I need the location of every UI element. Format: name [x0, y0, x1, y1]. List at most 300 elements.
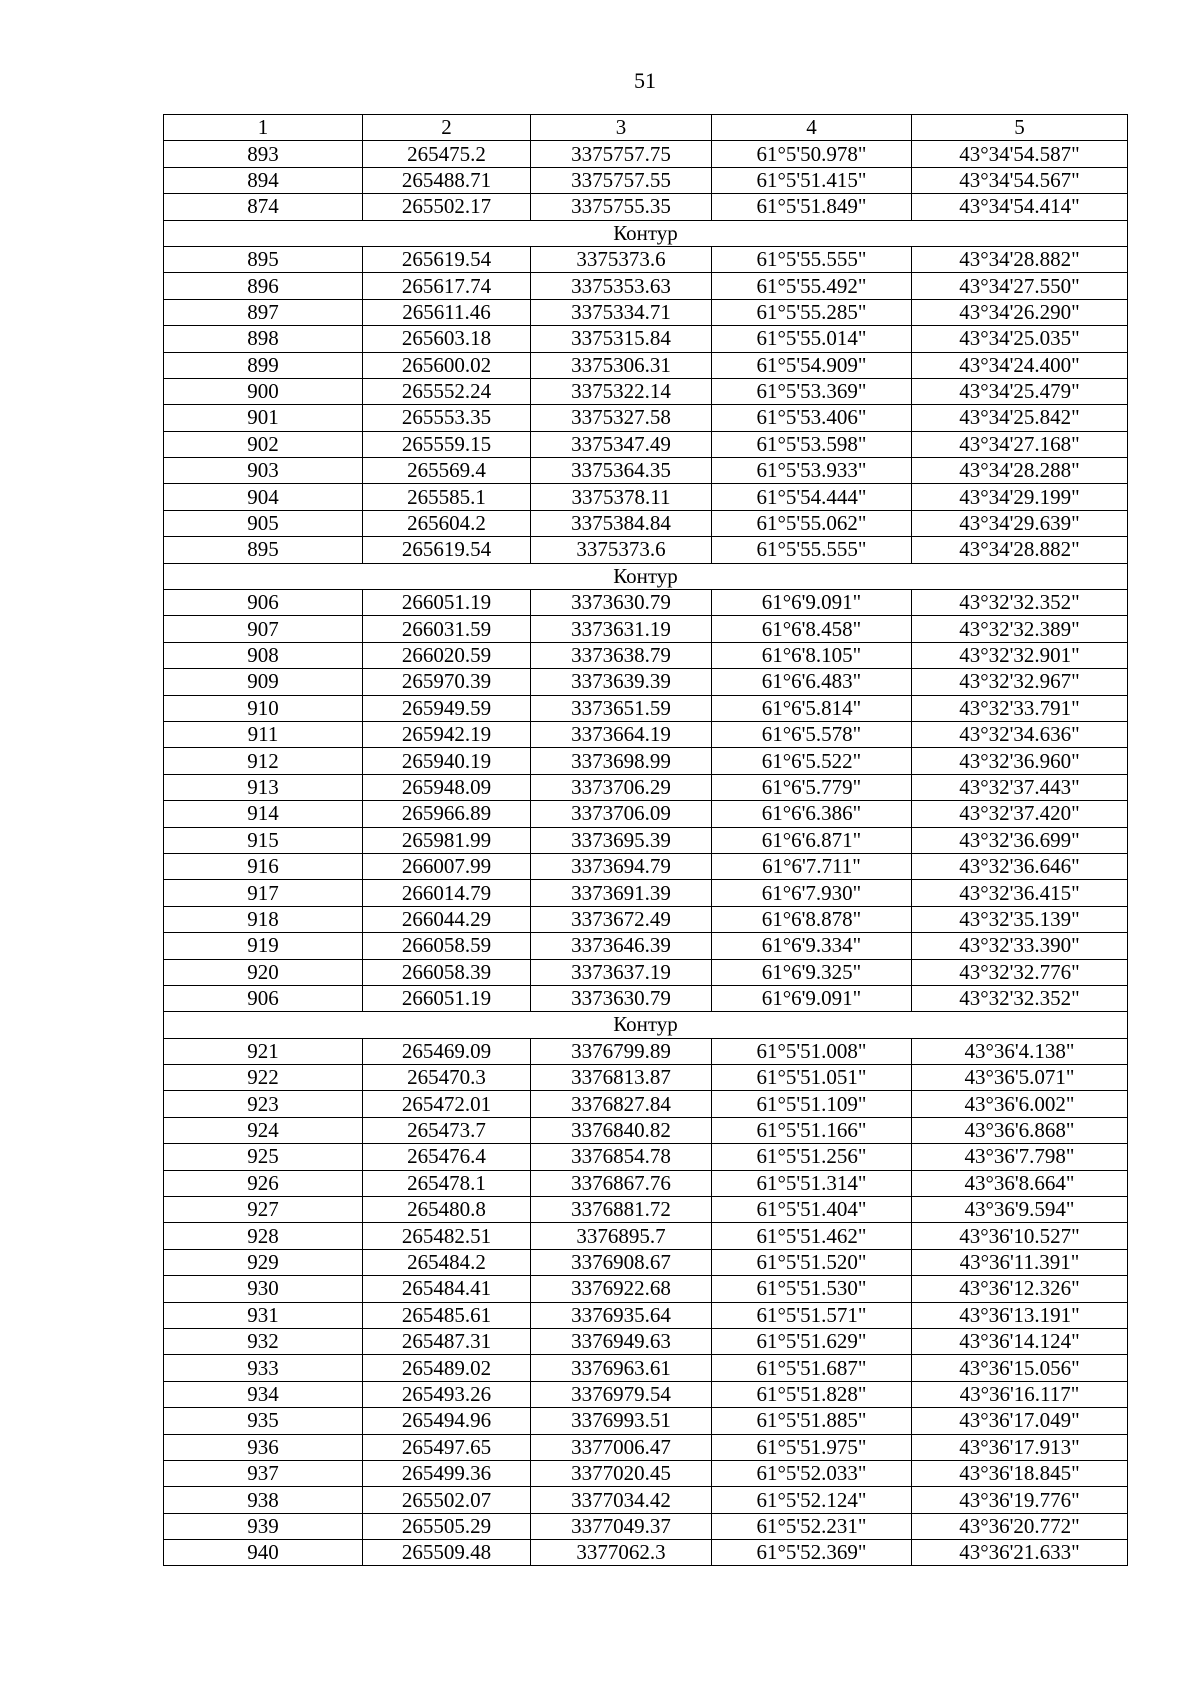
table-cell: 907: [164, 616, 363, 642]
table-cell: 61°6'6.483": [712, 669, 912, 695]
table-cell: 3375364.35: [531, 458, 712, 484]
table-row: [164, 985, 1128, 1011]
table-cell: 3373638.79: [531, 642, 712, 668]
table-cell: 265553.35: [363, 405, 531, 431]
table-cell: 43°32'33.390": [912, 933, 1128, 959]
table-cell: 3375755.35: [531, 194, 712, 220]
table-cell: 43°36'10.527": [912, 1223, 1128, 1249]
table-row: [164, 1355, 1128, 1381]
table-cell: 43°32'34.636": [912, 721, 1128, 747]
contour-row: [164, 1012, 1128, 1038]
column-header: 3: [531, 115, 712, 141]
table-cell: 903: [164, 458, 363, 484]
table-row: [164, 1513, 1128, 1539]
table-cell: 3373695.39: [531, 827, 712, 853]
table-cell: 43°36'13.191": [912, 1302, 1128, 1328]
table-cell: 3375378.11: [531, 484, 712, 510]
table-cell: 3373694.79: [531, 853, 712, 879]
column-header: 2: [363, 115, 531, 141]
table-cell: 43°34'54.587": [912, 141, 1128, 167]
table-cell: 927: [164, 1197, 363, 1223]
table-cell: 266020.59: [363, 642, 531, 668]
table-cell: 3377049.37: [531, 1513, 712, 1539]
table-cell: 3376813.87: [531, 1065, 712, 1091]
table-row: [164, 853, 1128, 879]
table-row: [164, 933, 1128, 959]
table-cell: 61°5'51.314": [712, 1170, 912, 1196]
table-cell: 926: [164, 1170, 363, 1196]
table-cell: 3376827.84: [531, 1091, 712, 1117]
table-row: [164, 1223, 1128, 1249]
table-cell: 3376979.54: [531, 1381, 712, 1407]
table-cell: 265559.15: [363, 431, 531, 457]
table-row: [164, 326, 1128, 352]
table-cell: 3375347.49: [531, 431, 712, 457]
table-cell: 3375315.84: [531, 326, 712, 352]
table-header-row: [164, 115, 1128, 141]
table-cell: 265494.96: [363, 1408, 531, 1434]
table-cell: 3376799.89: [531, 1038, 712, 1064]
table-cell: 874: [164, 194, 363, 220]
table-cell: 910: [164, 695, 363, 721]
table-cell: 61°5'51.687": [712, 1355, 912, 1381]
table-cell: 43°32'33.791": [912, 695, 1128, 721]
table-cell: 932: [164, 1328, 363, 1354]
table-cell: 265569.4: [363, 458, 531, 484]
table-cell: 265487.31: [363, 1328, 531, 1354]
table-row: [164, 510, 1128, 536]
table-cell: 265502.07: [363, 1487, 531, 1513]
table-cell: 43°32'32.967": [912, 669, 1128, 695]
table-cell: 43°36'21.633": [912, 1540, 1128, 1566]
table-cell: 265600.02: [363, 352, 531, 378]
table-cell: 265604.2: [363, 510, 531, 536]
table-cell: 43°36'18.845": [912, 1460, 1128, 1486]
table-cell: 3376922.68: [531, 1276, 712, 1302]
table-cell: 61°5'51.828": [712, 1381, 912, 1407]
table-cell: 3376881.72: [531, 1197, 712, 1223]
coordinates-table: [163, 114, 1128, 1566]
contour-label: Контур: [164, 1012, 1128, 1038]
table-cell: 3376840.82: [531, 1117, 712, 1143]
table-cell: 265619.54: [363, 246, 531, 272]
table-cell: 265480.8: [363, 1197, 531, 1223]
page-number: 51: [634, 68, 656, 93]
table-row: [164, 959, 1128, 985]
table-cell: 43°32'35.139": [912, 906, 1128, 932]
table-cell: 43°34'27.550": [912, 273, 1128, 299]
table-row: [164, 1434, 1128, 1460]
table-row: [164, 695, 1128, 721]
table-cell: 61°5'54.909": [712, 352, 912, 378]
table-cell: 43°36'11.391": [912, 1249, 1128, 1275]
table-row: [164, 590, 1128, 616]
table-cell: 61°5'51.166": [712, 1117, 912, 1143]
table-cell: 3373630.79: [531, 985, 712, 1011]
table-row: [164, 1249, 1128, 1275]
table-cell: 61°5'51.008": [712, 1038, 912, 1064]
table-cell: 61°5'51.849": [712, 194, 912, 220]
table-cell: 43°36'8.664": [912, 1170, 1128, 1196]
table-cell: 265484.2: [363, 1249, 531, 1275]
table-cell: 893: [164, 141, 363, 167]
table-cell: 61°6'5.578": [712, 721, 912, 747]
table-cell: 265942.19: [363, 721, 531, 747]
table-cell: 43°36'6.868": [912, 1117, 1128, 1143]
table-cell: 43°34'25.842": [912, 405, 1128, 431]
column-header: 1: [164, 115, 363, 141]
table-cell: 266044.29: [363, 906, 531, 932]
table-cell: 61°5'55.555": [712, 537, 912, 563]
table-cell: 922: [164, 1065, 363, 1091]
contour-row: [164, 220, 1128, 246]
table-row: [164, 801, 1128, 827]
table-cell: 265497.65: [363, 1434, 531, 1460]
table-cell: 265470.3: [363, 1065, 531, 1091]
table-cell: 3373664.19: [531, 721, 712, 747]
table-cell: 43°32'36.960": [912, 748, 1128, 774]
table-cell: 924: [164, 1117, 363, 1143]
table-cell: 61°5'52.231": [712, 1513, 912, 1539]
table-cell: 266031.59: [363, 616, 531, 642]
table-cell: 923: [164, 1091, 363, 1117]
table-cell: 912: [164, 748, 363, 774]
table-cell: 3375757.75: [531, 141, 712, 167]
table-row: [164, 721, 1128, 747]
table-cell: 61°5'55.014": [712, 326, 912, 352]
table-cell: 265940.19: [363, 748, 531, 774]
table-cell: 3375334.71: [531, 299, 712, 325]
table-cell: 921: [164, 1038, 363, 1064]
table-cell: 43°32'36.415": [912, 880, 1128, 906]
table-cell: 3376908.67: [531, 1249, 712, 1275]
table-cell: 61°5'55.062": [712, 510, 912, 536]
table-cell: 61°5'53.406": [712, 405, 912, 431]
table-cell: 3373646.39: [531, 933, 712, 959]
table-row: [164, 167, 1128, 193]
table-cell: 937: [164, 1460, 363, 1486]
table-cell: 920: [164, 959, 363, 985]
table-row: [164, 1065, 1128, 1091]
table-cell: 43°32'32.352": [912, 590, 1128, 616]
table-cell: 265502.17: [363, 194, 531, 220]
table-cell: 43°32'37.420": [912, 801, 1128, 827]
table-row: [164, 484, 1128, 510]
table-cell: 266014.79: [363, 880, 531, 906]
table-cell: 3375353.63: [531, 273, 712, 299]
table-cell: 915: [164, 827, 363, 853]
table-cell: 43°36'15.056": [912, 1355, 1128, 1381]
table-cell: 894: [164, 167, 363, 193]
table-cell: 43°32'37.443": [912, 774, 1128, 800]
table-cell: 43°36'4.138": [912, 1038, 1128, 1064]
table-cell: 43°32'32.389": [912, 616, 1128, 642]
table-row: [164, 1487, 1128, 1513]
table-cell: 919: [164, 933, 363, 959]
table-cell: 61°5'51.462": [712, 1223, 912, 1249]
table-cell: 61°6'6.386": [712, 801, 912, 827]
table-cell: 43°34'54.567": [912, 167, 1128, 193]
table-cell: 902: [164, 431, 363, 457]
table-cell: 43°36'9.594": [912, 1197, 1128, 1223]
table-cell: 61°6'7.930": [712, 880, 912, 906]
table-cell: 61°6'9.091": [712, 985, 912, 1011]
table-cell: 3375373.6: [531, 246, 712, 272]
table-cell: 906: [164, 590, 363, 616]
table-cell: 3373691.39: [531, 880, 712, 906]
table-cell: 3375306.31: [531, 352, 712, 378]
table-row: [164, 748, 1128, 774]
table-cell: 265509.48: [363, 1540, 531, 1566]
table-row: [164, 141, 1128, 167]
table-cell: 936: [164, 1434, 363, 1460]
table-cell: 265482.51: [363, 1223, 531, 1249]
table-cell: 3376949.63: [531, 1328, 712, 1354]
table-cell: 61°5'51.051": [712, 1065, 912, 1091]
table-cell: 61°5'52.124": [712, 1487, 912, 1513]
table-cell: 43°34'28.882": [912, 537, 1128, 563]
table-row: [164, 273, 1128, 299]
table-cell: 918: [164, 906, 363, 932]
table-cell: 61°5'55.285": [712, 299, 912, 325]
table-cell: 265552.24: [363, 378, 531, 404]
table-cell: 43°36'16.117": [912, 1381, 1128, 1407]
table-cell: 43°36'20.772": [912, 1513, 1128, 1539]
table-cell: 265505.29: [363, 1513, 531, 1539]
table-cell: 43°34'29.199": [912, 484, 1128, 510]
table-cell: 43°32'32.352": [912, 985, 1128, 1011]
table-row: [164, 669, 1128, 695]
table-row: [164, 827, 1128, 853]
table-cell: 929: [164, 1249, 363, 1275]
table-row: [164, 1328, 1128, 1354]
table-cell: 939: [164, 1513, 363, 1539]
table-cell: 43°36'19.776": [912, 1487, 1128, 1513]
table-cell: 61°5'51.256": [712, 1144, 912, 1170]
table-row: [164, 1460, 1128, 1486]
table-row: [164, 1038, 1128, 1064]
table-cell: 43°36'14.124": [912, 1328, 1128, 1354]
table-cell: 3377062.3: [531, 1540, 712, 1566]
column-header: 5: [912, 115, 1128, 141]
table-cell: 265970.39: [363, 669, 531, 695]
table-cell: 3376963.61: [531, 1355, 712, 1381]
table-cell: 266051.19: [363, 590, 531, 616]
table-cell: 897: [164, 299, 363, 325]
table-cell: 265981.99: [363, 827, 531, 853]
table-cell: 61°5'53.933": [712, 458, 912, 484]
table-cell: 43°34'29.639": [912, 510, 1128, 536]
table-cell: 3373639.39: [531, 669, 712, 695]
table-row: [164, 880, 1128, 906]
table-cell: 61°6'9.334": [712, 933, 912, 959]
table-cell: 61°6'6.871": [712, 827, 912, 853]
table-cell: 265478.1: [363, 1170, 531, 1196]
table-cell: 265966.89: [363, 801, 531, 827]
table-cell: 265611.46: [363, 299, 531, 325]
table-cell: 3373630.79: [531, 590, 712, 616]
table-row: [164, 1302, 1128, 1328]
column-header: 4: [712, 115, 912, 141]
table-cell: 895: [164, 246, 363, 272]
table-cell: 3373651.59: [531, 695, 712, 721]
table-cell: 3376935.64: [531, 1302, 712, 1328]
table-cell: 61°5'53.598": [712, 431, 912, 457]
table-cell: 43°36'17.049": [912, 1408, 1128, 1434]
table-cell: 938: [164, 1487, 363, 1513]
table-cell: 905: [164, 510, 363, 536]
table-cell: 265484.41: [363, 1276, 531, 1302]
table-cell: 43°34'28.288": [912, 458, 1128, 484]
table-cell: 61°5'51.109": [712, 1091, 912, 1117]
table-cell: 43°36'5.071": [912, 1065, 1128, 1091]
table-cell: 61°5'54.444": [712, 484, 912, 510]
table-row: [164, 1408, 1128, 1434]
table-cell: 61°5'55.492": [712, 273, 912, 299]
table-cell: 899: [164, 352, 363, 378]
table-cell: 43°36'17.913": [912, 1434, 1128, 1460]
contour-label: Контур: [164, 563, 1128, 589]
table-row: [164, 642, 1128, 668]
table-cell: 3373706.29: [531, 774, 712, 800]
table-cell: 61°6'9.325": [712, 959, 912, 985]
table-cell: 61°5'51.415": [712, 167, 912, 193]
table-cell: 61°6'8.878": [712, 906, 912, 932]
table-cell: 266058.59: [363, 933, 531, 959]
table-cell: 3373706.09: [531, 801, 712, 827]
table-cell: 928: [164, 1223, 363, 1249]
table-cell: 266051.19: [363, 985, 531, 1011]
table-row: [164, 378, 1128, 404]
table-cell: 43°32'32.776": [912, 959, 1128, 985]
table-cell: 901: [164, 405, 363, 431]
table-row: [164, 1276, 1128, 1302]
table-row: [164, 774, 1128, 800]
table-cell: 3375384.84: [531, 510, 712, 536]
table-cell: 43°32'36.699": [912, 827, 1128, 853]
table-cell: 940: [164, 1540, 363, 1566]
table-cell: 914: [164, 801, 363, 827]
table-cell: 43°36'7.798": [912, 1144, 1128, 1170]
table-row: [164, 352, 1128, 378]
table-row: [164, 299, 1128, 325]
table-cell: 3373698.99: [531, 748, 712, 774]
table-cell: 931: [164, 1302, 363, 1328]
table-cell: 896: [164, 273, 363, 299]
table-cell: 61°5'51.404": [712, 1197, 912, 1223]
contour-row: [164, 563, 1128, 589]
table-cell: 930: [164, 1276, 363, 1302]
table-row: [164, 906, 1128, 932]
table-cell: 3377034.42: [531, 1487, 712, 1513]
table-cell: 265473.7: [363, 1117, 531, 1143]
table-cell: 3373672.49: [531, 906, 712, 932]
table-cell: 61°5'51.520": [712, 1249, 912, 1275]
table-row: [164, 616, 1128, 642]
table-cell: 3377020.45: [531, 1460, 712, 1486]
table-cell: 61°5'52.033": [712, 1460, 912, 1486]
table-cell: 3376993.51: [531, 1408, 712, 1434]
table-cell: 913: [164, 774, 363, 800]
table-cell: 900: [164, 378, 363, 404]
table-row: [164, 1117, 1128, 1143]
table-cell: 61°6'9.091": [712, 590, 912, 616]
table-cell: 906: [164, 985, 363, 1011]
table-cell: 3377006.47: [531, 1434, 712, 1460]
table-cell: 265619.54: [363, 537, 531, 563]
table-cell: 61°5'51.530": [712, 1276, 912, 1302]
table-cell: 3375373.6: [531, 537, 712, 563]
table-cell: 43°34'26.290": [912, 299, 1128, 325]
table-cell: 935: [164, 1408, 363, 1434]
contour-label: Контур: [164, 220, 1128, 246]
table-cell: 908: [164, 642, 363, 668]
table-cell: 61°6'5.522": [712, 748, 912, 774]
table-cell: 61°6'8.105": [712, 642, 912, 668]
table-cell: 265472.01: [363, 1091, 531, 1117]
table-cell: 43°36'12.326": [912, 1276, 1128, 1302]
table-cell: 43°34'24.400": [912, 352, 1128, 378]
table-cell: 909: [164, 669, 363, 695]
table-cell: 265485.61: [363, 1302, 531, 1328]
table-cell: 904: [164, 484, 363, 510]
table-row: [164, 1381, 1128, 1407]
table-cell: 43°32'32.901": [912, 642, 1128, 668]
table-cell: 61°5'51.885": [712, 1408, 912, 1434]
table-cell: 61°5'51.975": [712, 1434, 912, 1460]
table-cell: 61°6'8.458": [712, 616, 912, 642]
table-cell: 3373637.19: [531, 959, 712, 985]
table-cell: 265493.26: [363, 1381, 531, 1407]
table-cell: 43°36'6.002": [912, 1091, 1128, 1117]
table-cell: 3375327.58: [531, 405, 712, 431]
table-row: [164, 1170, 1128, 1196]
table-cell: 3376895.7: [531, 1223, 712, 1249]
table-cell: 43°34'25.479": [912, 378, 1128, 404]
table-cell: 3375322.14: [531, 378, 712, 404]
table-row: [164, 537, 1128, 563]
table-cell: 61°6'5.814": [712, 695, 912, 721]
table-cell: 3376867.76: [531, 1170, 712, 1196]
table-cell: 933: [164, 1355, 363, 1381]
table-cell: 3373631.19: [531, 616, 712, 642]
table-cell: 43°34'54.414": [912, 194, 1128, 220]
table-cell: 61°5'50.978": [712, 141, 912, 167]
table-cell: 265476.4: [363, 1144, 531, 1170]
table-row: [164, 1540, 1128, 1566]
table-cell: 61°6'5.779": [712, 774, 912, 800]
table-cell: 265617.74: [363, 273, 531, 299]
table-cell: 3376854.78: [531, 1144, 712, 1170]
table-row: [164, 194, 1128, 220]
table-cell: 266058.39: [363, 959, 531, 985]
table-cell: 43°32'36.646": [912, 853, 1128, 879]
table-row: [164, 246, 1128, 272]
table-row: [164, 405, 1128, 431]
table-cell: 895: [164, 537, 363, 563]
table-cell: 3375757.55: [531, 167, 712, 193]
table-row: [164, 458, 1128, 484]
table-row: [164, 1144, 1128, 1170]
table-cell: 43°34'28.882": [912, 246, 1128, 272]
table-cell: 43°34'25.035": [912, 326, 1128, 352]
table-cell: 43°34'27.168": [912, 431, 1128, 457]
table-cell: 61°5'53.369": [712, 378, 912, 404]
table-cell: 911: [164, 721, 363, 747]
table-cell: 266007.99: [363, 853, 531, 879]
table-cell: 265488.71: [363, 167, 531, 193]
table-cell: 61°5'55.555": [712, 246, 912, 272]
